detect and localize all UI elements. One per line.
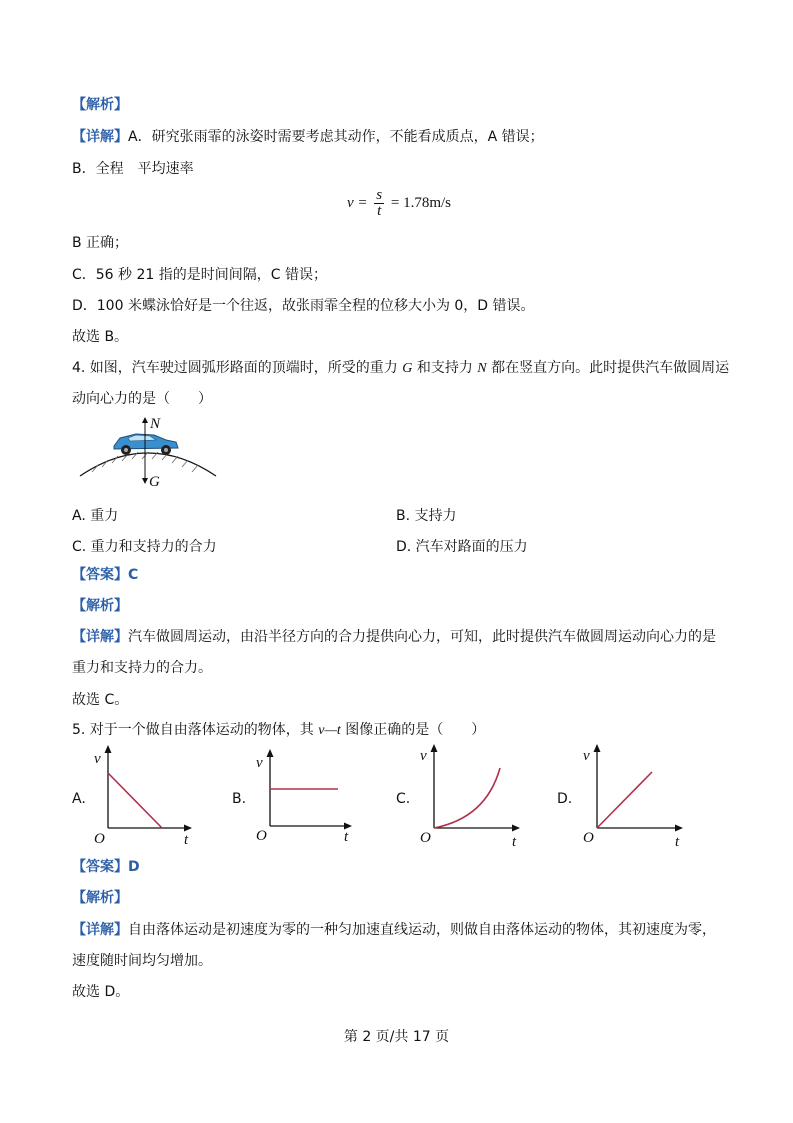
- q4-answer: 【答案】C: [72, 567, 139, 583]
- choose-line: 故选 B。: [72, 329, 129, 345]
- q5-answer: 【答案】D: [72, 859, 140, 875]
- q4-option-a: A. 重力: [72, 508, 119, 524]
- graph-d-v: v: [583, 748, 590, 764]
- option-c-line: C．56 秒 21 指的是时间间隔，C 错误；: [72, 267, 327, 283]
- formula-lhs: v =: [347, 194, 368, 211]
- q5-stem-b: 图像正确的是（ ）: [340, 722, 486, 738]
- graph-d-t: t: [675, 834, 680, 850]
- graph-b-v: v: [256, 755, 263, 771]
- q5-detail-line2: 速度随时间均匀增加。: [72, 953, 212, 969]
- graph-c: [414, 742, 524, 850]
- graph-a-t: t: [184, 832, 189, 848]
- graph-c-v: v: [420, 748, 427, 764]
- option-b-line: B．全程 平均速率: [72, 161, 194, 177]
- car-on-arc-figure: [78, 416, 218, 491]
- graph-a-curve: [108, 773, 162, 828]
- graph-c-curve: [434, 768, 500, 828]
- option-d-line: D．100 米蝶泳恰好是一个往返，故张雨霏全程的位移大小为 0，D 错误。: [72, 298, 535, 314]
- car-icon: [114, 434, 178, 455]
- q4-option-d: D. 汽车对路面的压力: [396, 539, 528, 555]
- graph-c-origin: O: [420, 830, 431, 846]
- graph-b-t: t: [344, 829, 349, 845]
- graph-a-v: v: [94, 751, 101, 767]
- graph-d: [577, 742, 687, 850]
- q4-stem-a: 4. 如图，汽车驶过圆弧形路面的顶端时，所受的重力: [72, 360, 403, 376]
- graph-d-origin: O: [583, 830, 594, 846]
- graph-a-origin: O: [94, 831, 105, 847]
- page-footer: 第 2 页/共 17 页: [343, 1029, 450, 1045]
- q5-detail-tag: 【详解】: [72, 922, 128, 938]
- q5-detail-text: 自由落体运动是初速度为零的一种匀加速直线运动，则做自由落体运动的物体，其初速度为零，: [128, 922, 716, 938]
- graph-a-label: A.: [72, 791, 86, 807]
- speed-formula: [347, 188, 451, 219]
- q4-option-b: B. 支持力: [396, 508, 457, 524]
- q4-detail-tag: 【详解】: [72, 629, 128, 645]
- q5-stem-a: 5. 对于一个做自由落体运动的物体，其: [72, 722, 319, 738]
- force-label-g: G: [149, 474, 160, 490]
- q4-stem-c: 都在竖直方向。此时提供汽车做圆周运: [486, 360, 730, 376]
- formula-denominator: t: [377, 203, 382, 219]
- q4-stem-line2: 动向心力的是（ ）: [72, 391, 212, 407]
- q5-stem: [72, 721, 485, 740]
- q5-vt-symbol: v—t: [318, 723, 341, 738]
- graph-a: [88, 745, 198, 850]
- graph-b: [250, 745, 360, 850]
- q4-detail-line1: [72, 628, 716, 646]
- q4-detail-line2: 重力和支持力的合力。: [72, 660, 212, 676]
- q4-stem-b: 和支持力: [412, 360, 478, 376]
- q5-choose: 故选 D。: [72, 984, 130, 1000]
- q4-choose: 故选 C。: [72, 692, 129, 708]
- q4-symbol-n: N: [477, 361, 487, 376]
- detail-tag: 【详解】: [72, 129, 128, 145]
- q4-analysis-heading: 【解析】: [72, 598, 128, 614]
- formula-rhs: = 1.78m/s: [390, 194, 452, 211]
- graph-d-label: D.: [557, 791, 573, 807]
- q4-detail-text: 汽车做圆周运动，由沿半径方向的合力提供向心力，可知，此时提供汽车做圆周运动向心力的是: [128, 629, 716, 645]
- graph-d-curve: [597, 772, 652, 828]
- force-label-n: N: [150, 416, 161, 432]
- q4-option-c: C. 重力和支持力的合力: [72, 539, 217, 555]
- q4-symbol-g: G: [402, 361, 413, 376]
- formula-fraction: [374, 188, 384, 219]
- q4-stem-line1: [72, 359, 729, 378]
- b-correct-line: B 正确；: [72, 235, 129, 251]
- graph-b-label: B.: [232, 791, 247, 807]
- detail-paragraph: [72, 128, 544, 146]
- graph-c-label: C.: [396, 791, 411, 807]
- graph-b-origin: O: [256, 828, 267, 844]
- graph-c-t: t: [512, 834, 517, 850]
- detail-text: A．研究张雨霏的泳姿时需要考虑其动作，不能看成质点，A 错误；: [128, 129, 544, 145]
- q5-analysis-heading: 【解析】: [72, 890, 128, 906]
- formula-numerator: s: [376, 187, 383, 203]
- q5-detail-line1: [72, 921, 716, 939]
- analysis-heading: 【解析】: [72, 97, 128, 113]
